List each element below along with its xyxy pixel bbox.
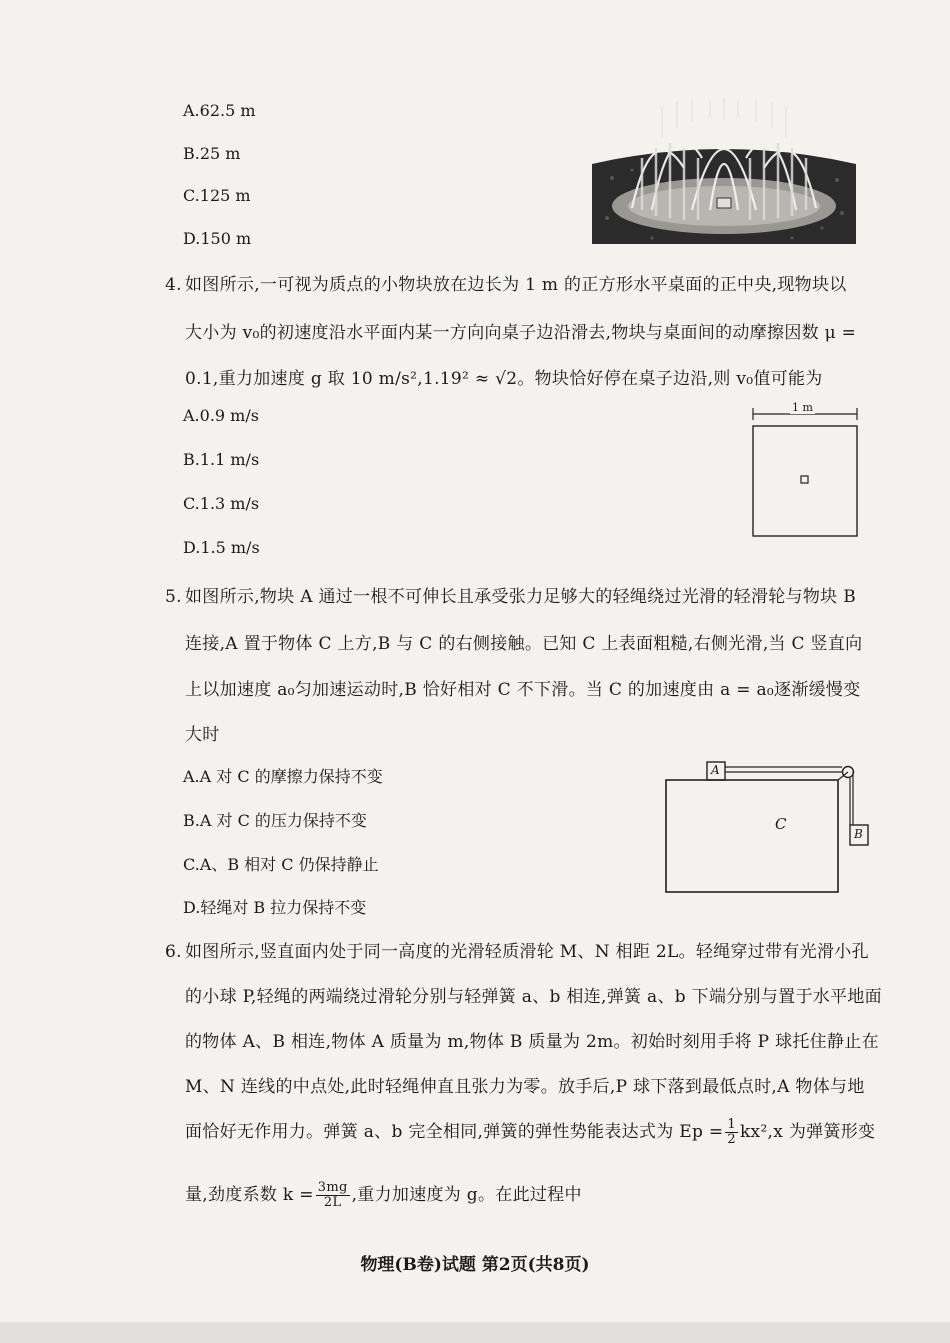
q6-text-6b: ,重力加速度为 g。在此过程中 (351, 1185, 582, 1205)
q3-option-b: B.25 m (183, 144, 241, 163)
q4-text-1: 如图所示,一可视为质点的小物块放在边长为 1 m 的正方形水平桌面的正中央,现物块以 (185, 275, 847, 295)
q6-line-2: 的小球 P,轻绳的两端绕过滑轮分别与轻弹簧 a、b 相连,弹簧 a、b 下端分别与置于水平地面 (185, 987, 882, 1007)
q5-option-d: D.轻绳对 B 拉力保持不变 (183, 898, 367, 917)
q5-line-3: 上以加速度 a₀匀加速运动时,B 恰好相对 C 不下滑。当 C 的加速度由 a = a₀逐渐缓慢变 (185, 680, 861, 700)
q3-option-c: C.125 m (183, 186, 251, 205)
scan-bottom-edge (0, 1322, 950, 1343)
q4-option-d: D.1.5 m/s (183, 538, 260, 557)
table-side-label: 1 m (792, 401, 813, 414)
fraction-half-den: 2 (727, 1132, 736, 1147)
q3-option-d: D.150 m (183, 229, 252, 248)
fraction-k-num: 3mg (317, 1180, 348, 1195)
q3-option-a: A.62.5 m (183, 101, 256, 120)
q6-number: 6. (165, 942, 182, 962)
blocks-pulley-diagram (664, 758, 874, 896)
q6-line-1 (165, 937, 869, 962)
q4-line-1 (165, 270, 847, 295)
q5-line-2: 连接,A 置于物体 C 上方,B 与 C 的右侧接触。已知 C 上表面粗糙,右侧光滑,当 C 竖直向 (185, 634, 863, 654)
q5-number: 5. (165, 587, 182, 607)
q5-line-1 (165, 582, 856, 607)
q6-line-4: M、N 连线的中点处,此时轻绳伸直且张力为零。放手后,P 球下落到最低点时,A 物体与地 (185, 1077, 865, 1097)
q4-line-2: 大小为 v₀的初速度沿水平面内某一方向向桌子边沿滑去,物块与桌面间的动摩擦因数 μ = (185, 323, 857, 343)
square-table-diagram (745, 398, 865, 540)
label-b: B (854, 827, 863, 841)
q5-text-1: 如图所示,物块 A 通过一根不可伸长且承受张力足够大的轻绳绕过光滑的轻滑轮与物块 B (185, 587, 856, 607)
q4-option-c: C.1.3 m/s (183, 494, 260, 513)
q4-option-b: B.1.1 m/s (183, 450, 260, 469)
q5-line-4: 大时 (185, 725, 220, 745)
q6-line-6 (185, 1180, 582, 1210)
page-footer: 物理(B卷)试题 第2页(共8页) (360, 1255, 590, 1275)
q4-option-a: A.0.9 m/s (183, 406, 259, 425)
fraction-k-den: 2L (323, 1195, 342, 1210)
q5-option-c: C.A、B 相对 C 仍保持静止 (183, 855, 379, 874)
label-a: A (711, 763, 720, 777)
block-c (666, 780, 838, 892)
fountain-photo (592, 98, 856, 244)
q6-text-5a: 面恰好无作用力。弹簧 a、b 完全相同,弹簧的弹性势能表达式为 Ep = (185, 1122, 724, 1142)
q4-line-3: 0.1,重力加速度 g 取 10 m/s²,1.19² ≈ √2。物块恰好停在桌子边沿,则 v₀值可能为 (185, 369, 823, 389)
q5-option-b: B.A 对 C 的压力保持不变 (183, 811, 367, 830)
fraction-half-num: 1 (727, 1117, 736, 1132)
q6-text-1: 如图所示,竖直面内处于同一高度的光滑轻质滑轮 M、N 相距 2L。轻绳穿过带有光滑小孔 (185, 942, 869, 962)
q5-option-a: A.A 对 C 的摩擦力保持不变 (183, 767, 383, 786)
q6-line-3: 的物体 A、B 相连,物体 A 质量为 m,物体 B 质量为 2m。初始时刻用手将 P 球托住静止在 (185, 1032, 879, 1052)
q6-text-6a: 量,劲度系数 k = (185, 1185, 314, 1205)
fraction-half (725, 1118, 738, 1147)
q6-text-5b: kx²,x 为弹簧形变 (739, 1122, 876, 1142)
q6-line-5 (185, 1117, 875, 1147)
fraction-k (316, 1181, 350, 1210)
q4-number: 4. (165, 275, 182, 295)
label-c: C (775, 815, 787, 833)
